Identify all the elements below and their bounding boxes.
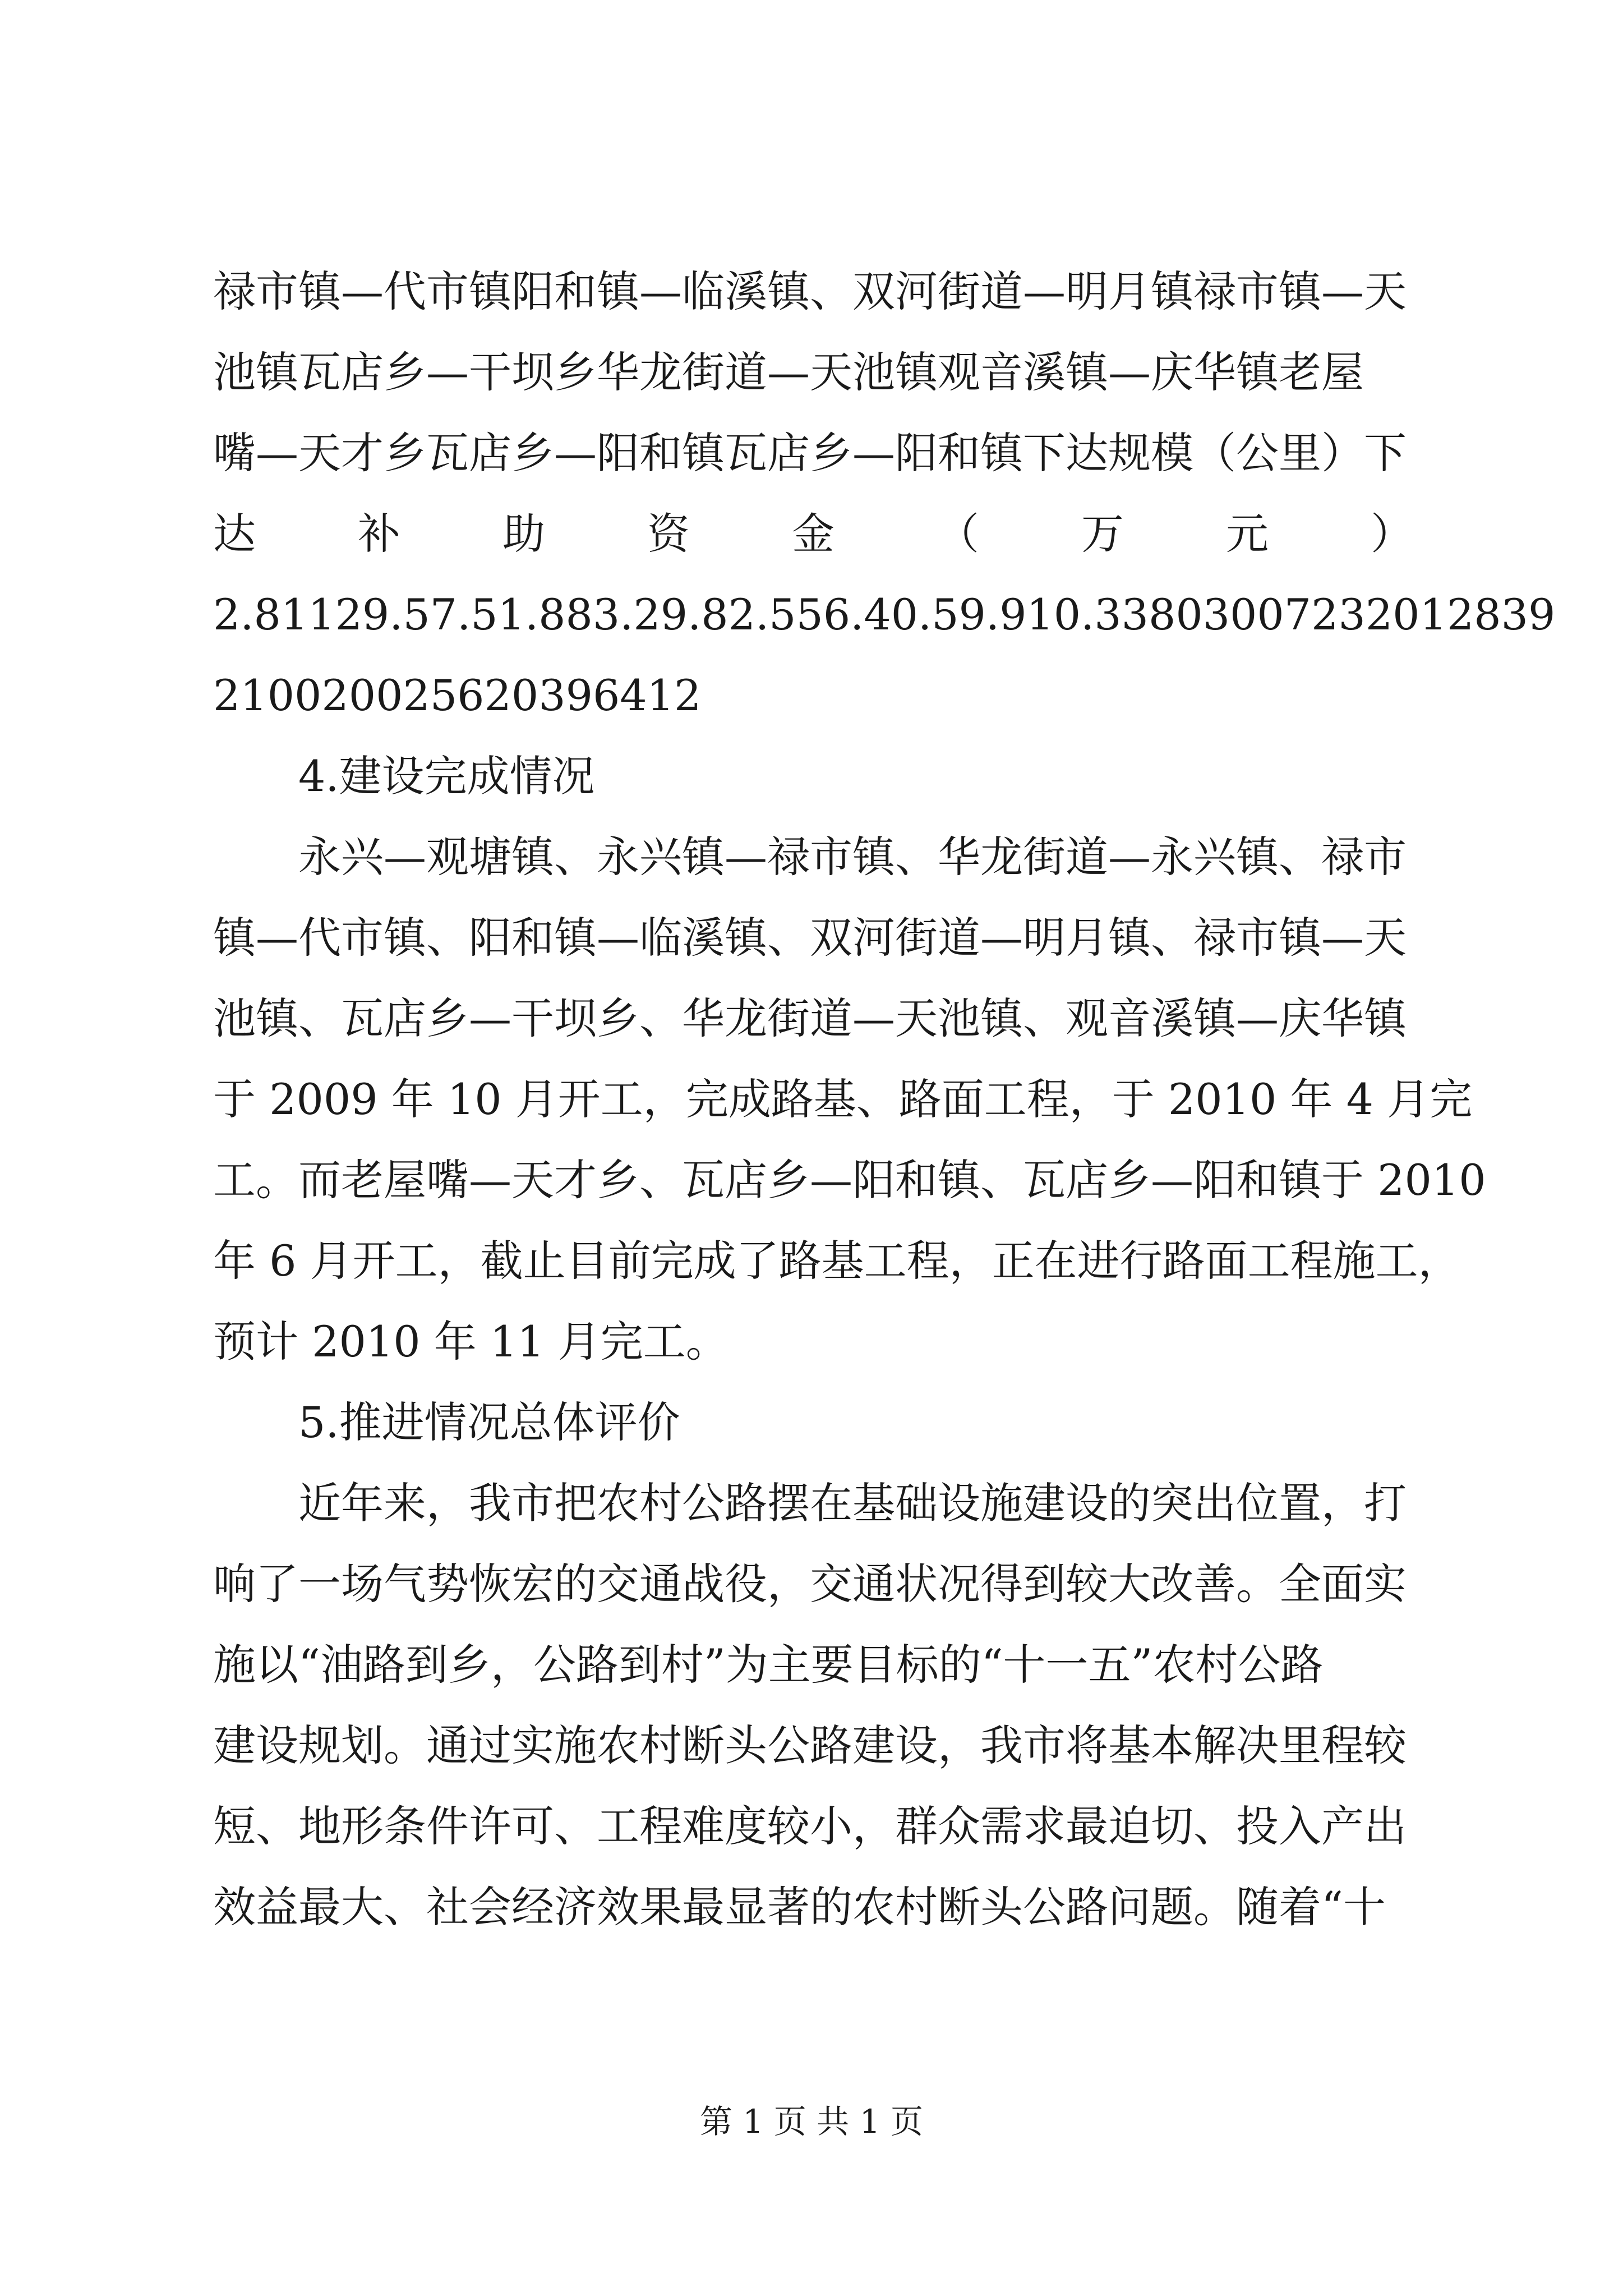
- section-heading-4: 4.建设完成情况: [298, 751, 595, 801]
- page-footer: [0, 2099, 1623, 2144]
- text-line: 永兴—观塘镇、永兴镇—禄市镇、华龙街道—永兴镇、禄市: [298, 832, 1407, 882]
- spread-char: 万: [1081, 509, 1124, 559]
- section-heading-5: 5.推进情况总体评价: [298, 1397, 680, 1447]
- text-line: 效益最大、社会经济效果最显著的农村断头公路问题。随着“十: [213, 1882, 1386, 1932]
- spread-char: 元: [1226, 509, 1269, 559]
- text-line: 镇—代市镇、阳和镇—临溪镇、双河街道—明月镇、禄市镇—天: [213, 913, 1407, 963]
- spread-char: 助: [502, 509, 545, 559]
- spread-char: 资: [647, 509, 690, 559]
- text-line: 于 2009 年 10 月开工，完成路基、路面工程，于 2010 年 4 月完: [213, 1074, 1473, 1124]
- spread-char: 达: [213, 509, 256, 559]
- text-line: 近年来，我市把农村公路摆在基础设施建设的突出位置，打: [298, 1478, 1407, 1528]
- spread-char: （: [937, 509, 979, 559]
- text-line: 建设规划。通过实施农村断头公路建设，我市将基本解决里程较: [213, 1720, 1407, 1770]
- numeric-line: 2.81129.57.51.883.29.82.556.40.59.910.33803007232012839: [213, 590, 1556, 639]
- numeric-line: 210020025620396412: [213, 670, 702, 720]
- page-number: 第 1 页 共 1 页: [700, 2102, 923, 2141]
- document-body: [213, 251, 1556, 1948]
- text-line: 池镇、瓦店乡—干坝乡、华龙街道—天池镇、观音溪镇—庆华镇: [213, 993, 1407, 1043]
- text-line: 施以“油路到乡，公路到村”为主要目标的“十一五”农村公路: [213, 1640, 1324, 1690]
- text-line: 嘴—天才乡瓦店乡—阳和镇瓦店乡—阳和镇下达规模（公里）下: [213, 428, 1407, 478]
- spread-char: ）: [1371, 509, 1413, 559]
- text-line: 工。而老屋嘴—天才乡、瓦店乡—阳和镇、瓦店乡—阳和镇于 2010: [213, 1155, 1486, 1205]
- text-line: 预计 2010 年 11 月完工。: [213, 1317, 728, 1366]
- text-line: 短、地形条件许可、工程难度较小，群众需求最迫切、投入产出: [213, 1801, 1407, 1851]
- spread-text-line: [213, 494, 1413, 574]
- text-line: 池镇瓦店乡—干坝乡华龙街道—天池镇观音溪镇—庆华镇老屋: [213, 347, 1364, 397]
- text-line: 年 6 月开工，截止目前完成了路基工程，正在进行路面工程施工，: [213, 1236, 1461, 1286]
- text-line: 禄市镇—代市镇阳和镇—临溪镇、双河街道—明月镇禄市镇—天: [213, 266, 1407, 316]
- spread-char: 补: [358, 509, 400, 559]
- text-line: 响了一场气势恢宏的交通战役，交通状况得到较大改善。全面实: [213, 1559, 1407, 1609]
- spread-char: 金: [792, 509, 834, 559]
